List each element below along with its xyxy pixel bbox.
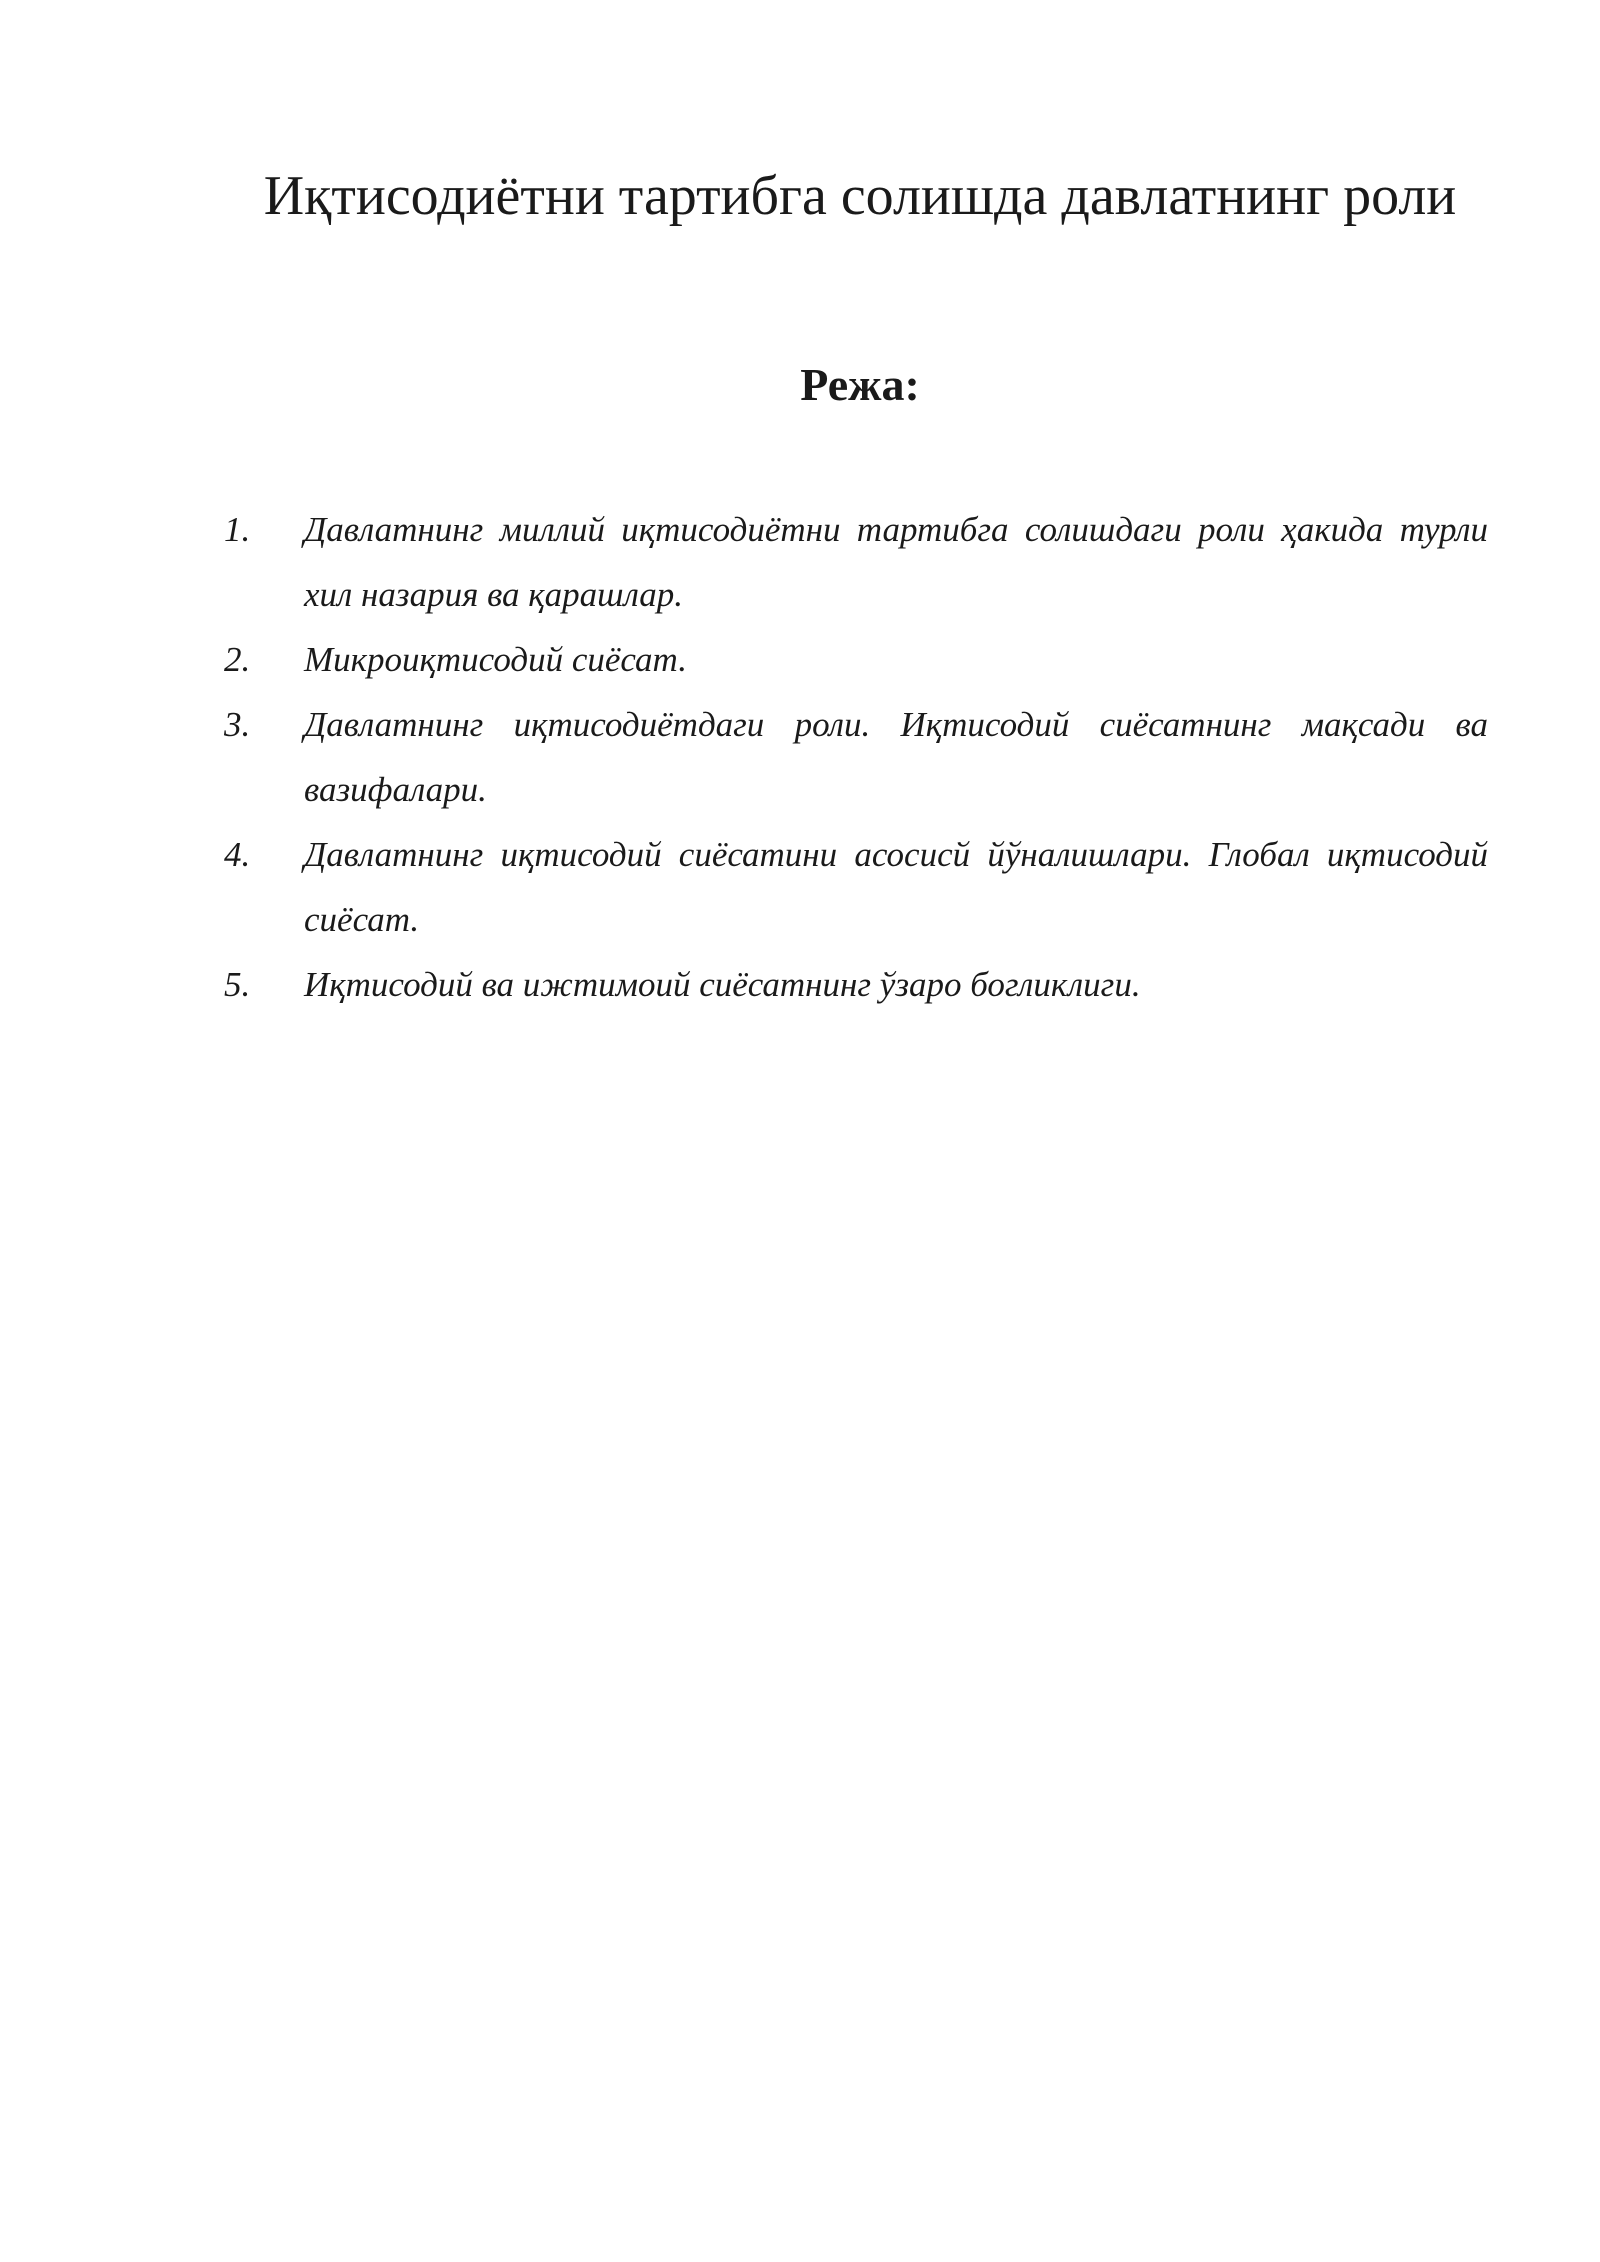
- plan-item-text: Давлатнинг иқтисодий сиёсатини асосисй йўналишлари. Глобал иқтисодий сиёсат.: [304, 835, 1488, 939]
- plan-item-number: 1.: [224, 510, 251, 549]
- plan-heading: Режа:: [800, 359, 920, 410]
- plan-item-number: 2.: [224, 640, 251, 679]
- plan-item: [224, 822, 1488, 952]
- plan-item: [224, 692, 1488, 822]
- plan-item-number: 3.: [224, 705, 251, 744]
- plan-item: [224, 497, 1488, 627]
- plan-item: [224, 952, 1488, 1017]
- plan-item-text: Давлатнинг иқтисодиётдаги роли. Иқтисодий сиёсатнинг мақсади ва вазифалари.: [304, 705, 1488, 809]
- plan-item-number: 4.: [224, 835, 251, 874]
- plan-item-text: Микроиқтисодий сиёсат.: [304, 640, 687, 679]
- plan-item-number: 5.: [224, 965, 251, 1004]
- plan-item-text: Иқтисодий ва ижтимоий сиёсатнинг ўзаро богликлиги.: [304, 965, 1141, 1004]
- document-title: Иқтисодиётни тартибга солишда давлатнинг роли: [263, 165, 1457, 227]
- plan-item: [224, 627, 1488, 692]
- plan-list: [224, 497, 1488, 1017]
- plan-item-text: Давлатнинг миллий иқтисодиётни тартибга солишдаги роли ҳакида турли хил назария ва қарашлар.: [304, 510, 1488, 614]
